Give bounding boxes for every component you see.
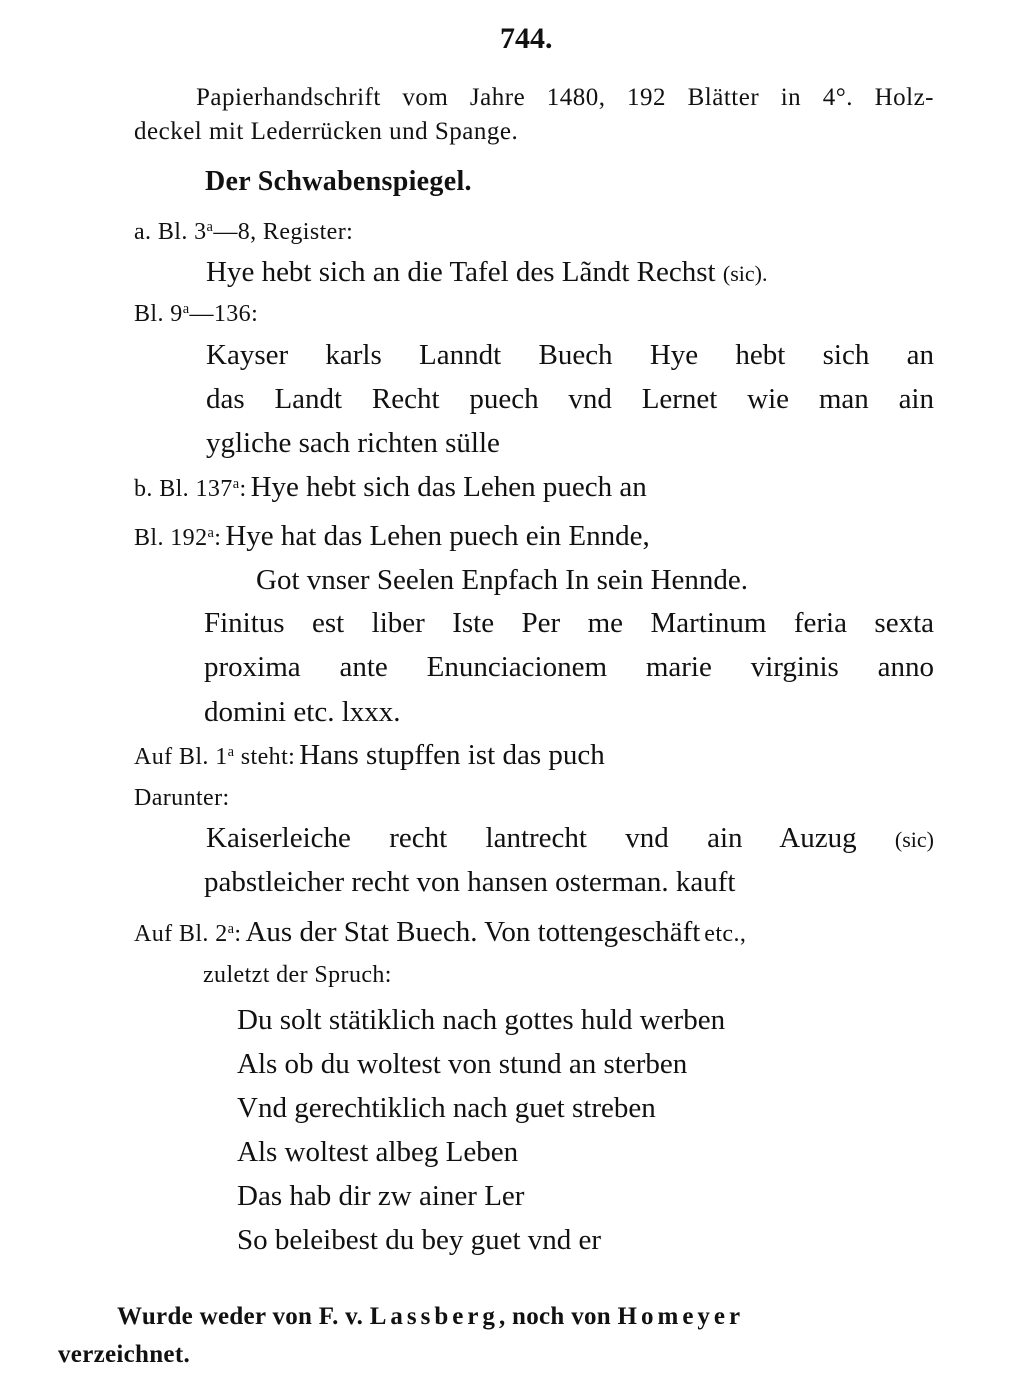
footer-text: Wurde weder von F. v. bbox=[117, 1303, 370, 1330]
section-a-reference bbox=[134, 219, 353, 246]
incipit-line-1: Kayser karls Lanndt Buech Hye hebt sich an bbox=[206, 339, 934, 371]
colophon-latin-line-1: Finitus est liber Iste Per me Martinum feria sexta bbox=[204, 607, 934, 639]
footer-name-homeyer: Homeyer bbox=[617, 1303, 745, 1330]
colophon-text-1: Hye hat das Lehen puech ein Ennde, bbox=[225, 520, 650, 552]
ref-text: Bl. 9 bbox=[134, 301, 183, 327]
ownership-text: Hans stupffen ist das puch bbox=[299, 739, 605, 771]
folio-sup: a bbox=[232, 476, 240, 493]
folio-sup: a bbox=[206, 219, 214, 236]
folio-sup: a bbox=[207, 525, 215, 542]
manuscript-description-line-2: deckel mit Lederrücken und Spange. bbox=[134, 118, 519, 145]
footer-text: , noch von bbox=[498, 1303, 618, 1330]
folio-sup: a bbox=[227, 744, 235, 761]
ref-text: b. Bl. 137 bbox=[134, 476, 233, 502]
bl2-reference bbox=[134, 921, 241, 947]
ref-text: : bbox=[234, 921, 242, 947]
section-a-reference-2 bbox=[134, 301, 258, 328]
colophon-line-1 bbox=[134, 520, 650, 553]
ref-text: —8, Register: bbox=[213, 219, 354, 245]
spruch-label: zuletzt der Spruch: bbox=[203, 962, 392, 988]
folio-sup: a bbox=[227, 921, 235, 938]
sic-note: (sic) bbox=[894, 827, 934, 852]
ref-text: Auf Bl. 1 bbox=[134, 744, 228, 770]
folio-sup: a bbox=[182, 301, 190, 318]
incipit-line-2: das Landt Recht puech vnd Lernet wie man ain bbox=[206, 383, 934, 415]
darunter-line-1 bbox=[206, 822, 934, 855]
verse-line-3: Vnd gerechtiklich nach guet streben bbox=[237, 1092, 656, 1124]
darunter-label: Darunter: bbox=[134, 785, 230, 811]
ref-text: —136: bbox=[189, 301, 259, 327]
colophon-line-2: Got vnser Seelen Enpfach In sein Hennde. bbox=[256, 564, 749, 596]
darunter-text-main: Kaiserleiche recht lantrecht vnd ain Auzug bbox=[206, 822, 857, 854]
work-title: Der Schwabenspiegel. bbox=[205, 166, 472, 197]
footer-line-1 bbox=[117, 1303, 744, 1331]
ref-text: : bbox=[214, 525, 222, 551]
darunter-line-2: pabstleicher recht von hansen osterman. kauft bbox=[204, 866, 736, 898]
sic-note: (sic). bbox=[722, 261, 768, 286]
verse-line-6: So beleibest du bey guet vnd er bbox=[237, 1224, 602, 1256]
register-text-main: Hye hebt sich an die Tafel des Lãndt Rechst bbox=[206, 256, 716, 288]
ref-text: Bl. 192 bbox=[134, 525, 208, 551]
footer-line-2: verzeichnet. bbox=[58, 1341, 191, 1368]
verse-line-4: Als woltest albeg Leben bbox=[237, 1136, 519, 1168]
page-number: 744. bbox=[500, 22, 553, 55]
section-b-reference bbox=[134, 476, 247, 502]
colophon-latin-line-3: domini etc. lxxx. bbox=[204, 696, 401, 728]
verse-line-1: Du solt stätiklich nach gottes huld werben bbox=[237, 1004, 726, 1036]
bl2-text: Aus der Stat Buech. Von tottengeschäft bbox=[245, 916, 701, 948]
verse-line-5: Das hab dir zw ainer Ler bbox=[237, 1180, 525, 1212]
ref-text: steht: bbox=[234, 744, 296, 770]
ownership-reference bbox=[134, 744, 295, 770]
ref-text: : bbox=[239, 476, 247, 502]
colophon-latin-line-2: proxima ante Enunciacionem marie virginis anno bbox=[204, 651, 934, 683]
ref-text: a. Bl. 3 bbox=[134, 219, 207, 245]
bl2-etc: etc., bbox=[704, 921, 747, 947]
section-b-line bbox=[134, 471, 647, 504]
manuscript-description-line-1: Papierhandschrift vom Jahre 1480, 192 Blätter in 4°. Holz- bbox=[196, 84, 934, 111]
lehenrecht-incipit: Hye hebt sich das Lehen puech an bbox=[250, 471, 647, 503]
ref-text: Auf Bl. 2 bbox=[134, 921, 228, 947]
verse-line-2: Als ob du woltest von stund an sterben bbox=[237, 1048, 688, 1080]
ownership-line bbox=[134, 739, 605, 772]
colophon-reference bbox=[134, 525, 221, 551]
incipit-line-3: ygliche sach richten sülle bbox=[206, 427, 500, 459]
register-heading-text bbox=[206, 256, 767, 289]
footer-name-lassberg: Lassberg bbox=[369, 1303, 499, 1330]
bl2-line bbox=[134, 916, 746, 949]
